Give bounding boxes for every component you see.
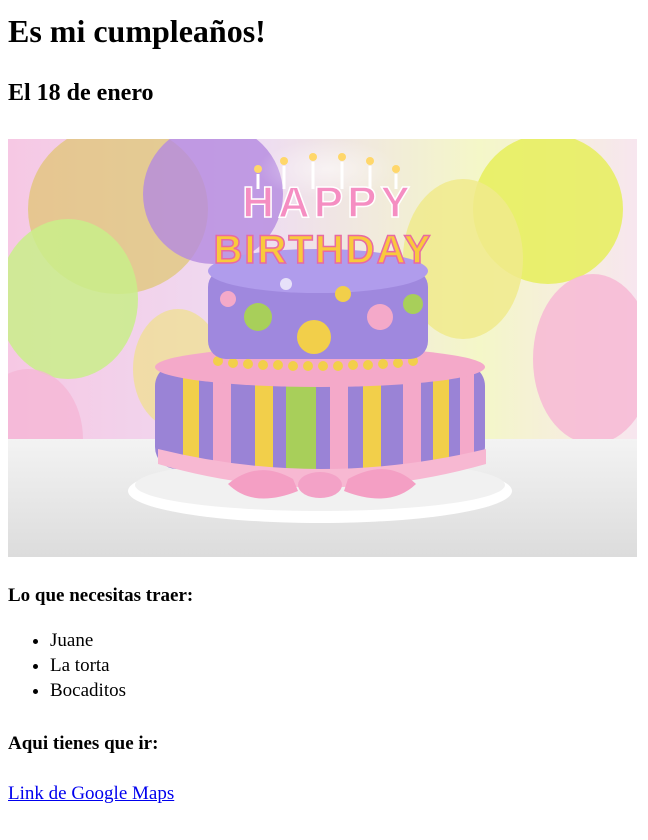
- google-maps-link[interactable]: Link de Google Maps: [8, 783, 175, 804]
- event-date: El 18 de enero: [8, 80, 154, 106]
- birthday-cake-image: [8, 139, 637, 557]
- list-item: • Juane: [50, 628, 640, 653]
- bring-heading: Lo que necesitas traer:: [8, 585, 194, 606]
- list-item: • La torta: [50, 653, 640, 678]
- cake-topper-birthday: BIRTHDAY: [213, 228, 433, 272]
- page-title: Es mi cumpleaños!: [8, 13, 266, 49]
- cake-topper-happy: HAPPY: [242, 178, 414, 227]
- bring-list: [8, 628, 640, 703]
- directions-heading: Aqui tienes que ir:: [8, 733, 159, 754]
- list-item: • Bocaditos: [50, 678, 640, 703]
